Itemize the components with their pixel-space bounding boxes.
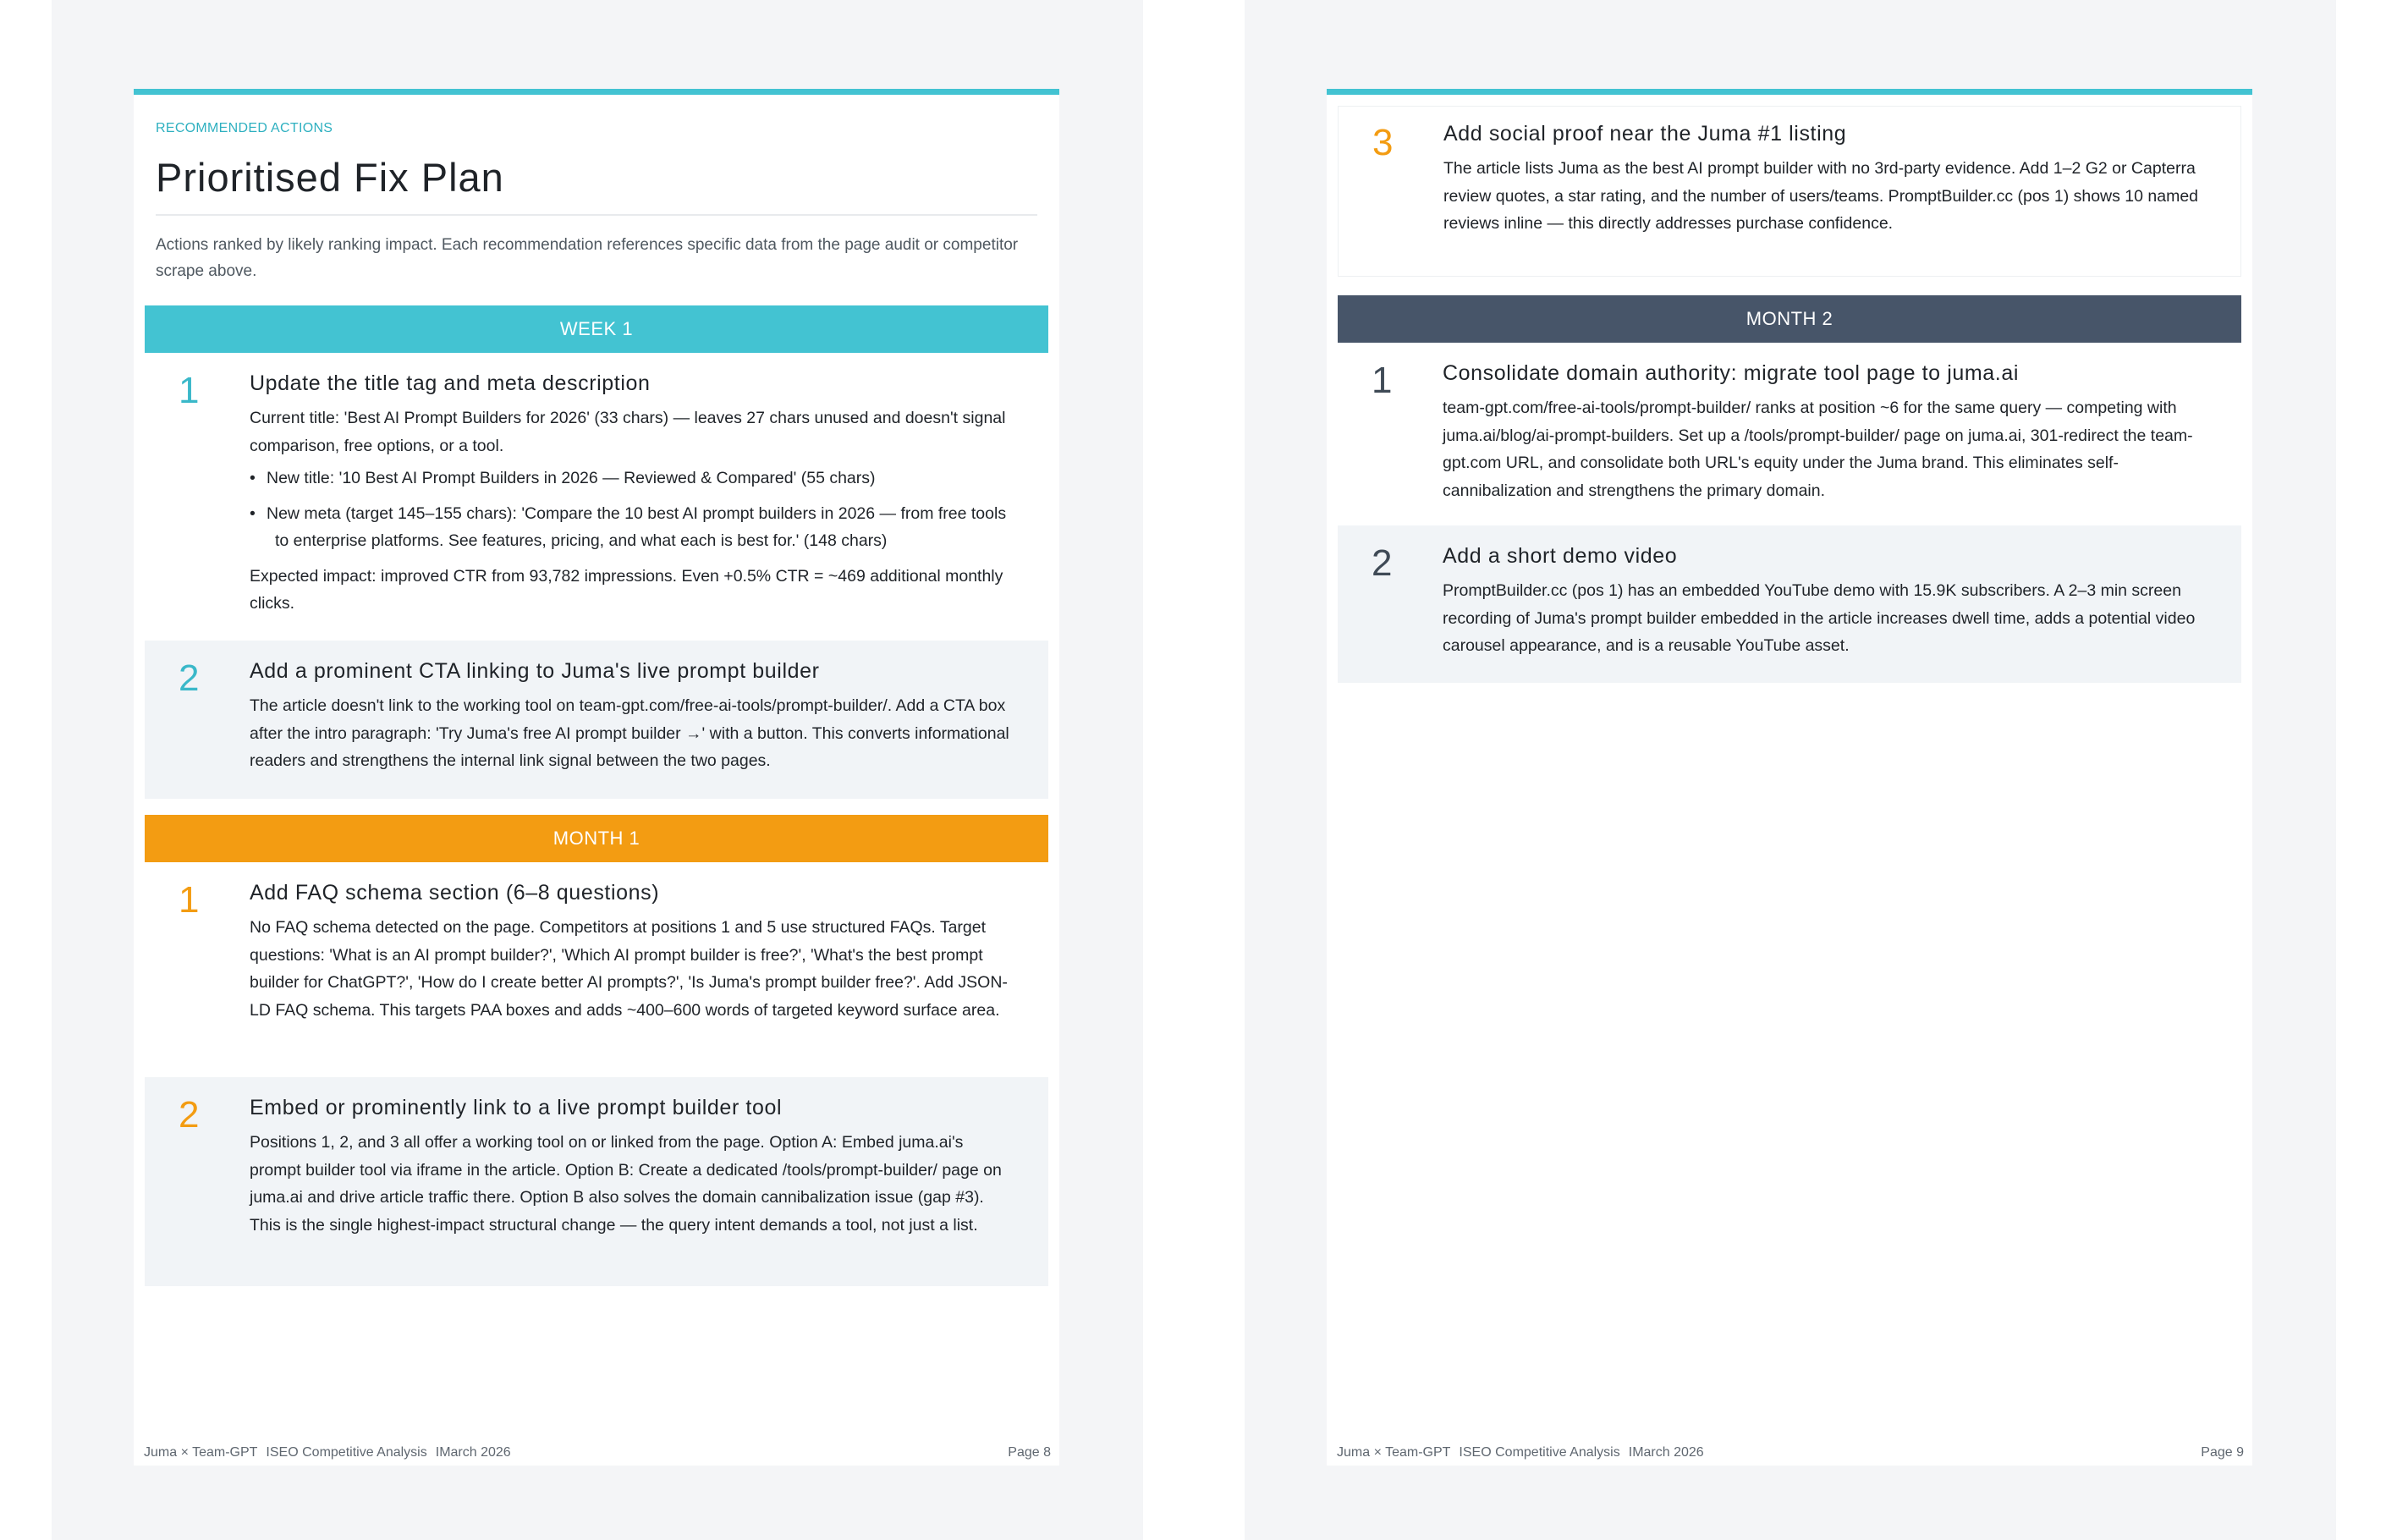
- footer-separator: I: [435, 1445, 440, 1460]
- footer-separator: I: [266, 1445, 270, 1460]
- footer-date: March 2026: [1632, 1445, 1704, 1460]
- footer-report: SEO Competitive Analysis: [1462, 1445, 1620, 1460]
- week-1-item-2: [145, 641, 1048, 799]
- item-title: Embed or prominently link to a live prompt builder tool: [250, 1096, 783, 1119]
- footer-brand: Juma × Team-GPT: [1337, 1445, 1451, 1460]
- page-footer: [1337, 1445, 2244, 1460]
- page-9-sheet: [1327, 89, 2252, 1466]
- page-8-panel: [52, 0, 1143, 1540]
- footer-brand: Juma × Team-GPT: [144, 1445, 258, 1460]
- item-number: 3: [1372, 122, 1394, 163]
- item-title: Add a prominent CTA linking to Juma's live prompt builder: [250, 659, 820, 683]
- item-title: Add a short demo video: [1443, 544, 1678, 568]
- month-2-item-2: [1338, 525, 2241, 683]
- item-title: Consolidate domain authority: migrate tool page to juma.ai: [1443, 361, 2020, 385]
- item-impact: Expected impact: improved CTR from 93,782 impressions. Even +0.5% CTR = ~469 additional monthly clicks.: [250, 566, 1003, 613]
- item-body: team-gpt.com/free-ai-tools/prompt-builder/ ranks at position ~6 for the same query — competing with juma.ai/blog/ai-prompt-builders. Set up a /tools/prompt-builder/ page on juma.ai, 301-redirect the team-gpt.com URL, and consolidate both URL's equity under the Juma brand. This eliminates self-cannibalization and strengthens the primary domain.: [1443, 399, 2193, 500]
- bullet-item: • New meta (target 145–155 chars): 'Compare the 10 best AI prompt builders in 2026 — from free tools to enterprise platforms. See features, pricing, and what each is best for.' (148 chars): [250, 500, 1014, 555]
- page-9-panel: [1245, 0, 2336, 1540]
- footer-meta: [144, 1445, 511, 1460]
- item-title: Update the title tag and meta description: [250, 371, 651, 395]
- item-number: 1: [179, 879, 200, 921]
- item-number: 2: [179, 1094, 200, 1136]
- item-body: Current title: 'Best AI Prompt Builders for 2026' (33 chars) — leaves 27 chars unused and doesn't signal comparison, free options, or a tool.: [250, 409, 1006, 455]
- item-bullets: [250, 465, 1014, 555]
- month-1-header: MONTH 1: [145, 815, 1048, 862]
- bullet-item: • New title: '10 Best AI Prompt Builders in 2026 — Reviewed & Compared' (55 chars): [250, 465, 1014, 492]
- page-number: Page 9: [2201, 1445, 2244, 1460]
- week-1-item-1: [145, 353, 1048, 641]
- item-body: The article lists Juma as the best AI prompt builder with no 3rd-party evidence. Add 1–2 G2 or Capterra review quotes, a star rating, and the number of users/teams. PromptBuilder.cc (pos 1) shows 10 named reviews inline — this directly addresses purchase confidence.: [1443, 159, 2199, 233]
- title-divider: [156, 214, 1037, 216]
- item-number: 2: [1372, 542, 1393, 584]
- item-title: Add social proof near the Juma #1 listing: [1443, 122, 1847, 146]
- page-8-sheet: [134, 89, 1059, 1466]
- page-footer: [144, 1445, 1051, 1460]
- month-2-header: MONTH 2: [1338, 295, 2241, 343]
- footer-separator: I: [1628, 1445, 1633, 1460]
- month-1-item-1: [145, 862, 1048, 1077]
- footer-report: SEO Competitive Analysis: [269, 1445, 427, 1460]
- footer-meta: [1337, 1445, 1704, 1460]
- page-number: Page 8: [1008, 1445, 1051, 1460]
- item-body: The article doesn't link to the working tool on team-gpt.com/free-ai-tools/prompt-builder/. Add a CTA box after the intro paragraph: 'Try Juma's free AI prompt builder →' with a button. This converts informational readers and strengthens the internal link signal between the two pages.: [250, 696, 1009, 770]
- item-title: Add FAQ schema section (6–8 questions): [250, 881, 660, 905]
- month-2-item-1: [1338, 343, 2241, 525]
- section-eyebrow: RECOMMENDED ACTIONS: [156, 121, 333, 135]
- month-1-item-2: [145, 1077, 1048, 1286]
- page-title: Prioritised Fix Plan: [156, 155, 504, 200]
- footer-separator: I: [1459, 1445, 1463, 1460]
- intro-paragraph: Actions ranked by likely ranking impact. Each recommendation references specific data from the page audit or competitor scrape above.: [156, 236, 1019, 280]
- item-number: 2: [179, 657, 200, 699]
- footer-date: March 2026: [439, 1445, 511, 1460]
- item-body: PromptBuilder.cc (pos 1) has an embedded YouTube demo with 15.9K subscribers. A 2–3 min screen recording of Juma's prompt builder embedded in the article increases dwell time, adds a potential video carousel appearance, and is a reusable YouTube asset.: [1443, 581, 2196, 655]
- month-1-item-3: [1338, 106, 2241, 277]
- item-body: Positions 1, 2, and 3 all offer a working tool on or linked from the page. Option A: Embed juma.ai's prompt builder tool via iframe in the article. Option B: Create a dedicated /tools/prompt-builder/ page on juma.ai and drive article traffic there. Option B also solves the domain cannibalization issue (gap #3). This is the single highest-impact structural change — the query intent demands a tool, not just a list.: [250, 1133, 1002, 1235]
- item-body: No FAQ schema detected on the page. Competitors at positions 1 and 5 use structured FAQs. Target questions: 'What is an AI prompt builder?', 'Which AI prompt builder is free?', 'What's the best prompt builder for ChatGPT?', 'How do I create better AI prompts?', 'Is Juma's prompt builder free?'. Add JSON-LD FAQ schema. This targets PAA boxes and adds ~400–600 words of targeted keyword surface area.: [250, 918, 1008, 1020]
- item-number: 1: [1372, 360, 1393, 401]
- item-number: 1: [179, 370, 200, 411]
- week-1-header: WEEK 1: [145, 305, 1048, 353]
